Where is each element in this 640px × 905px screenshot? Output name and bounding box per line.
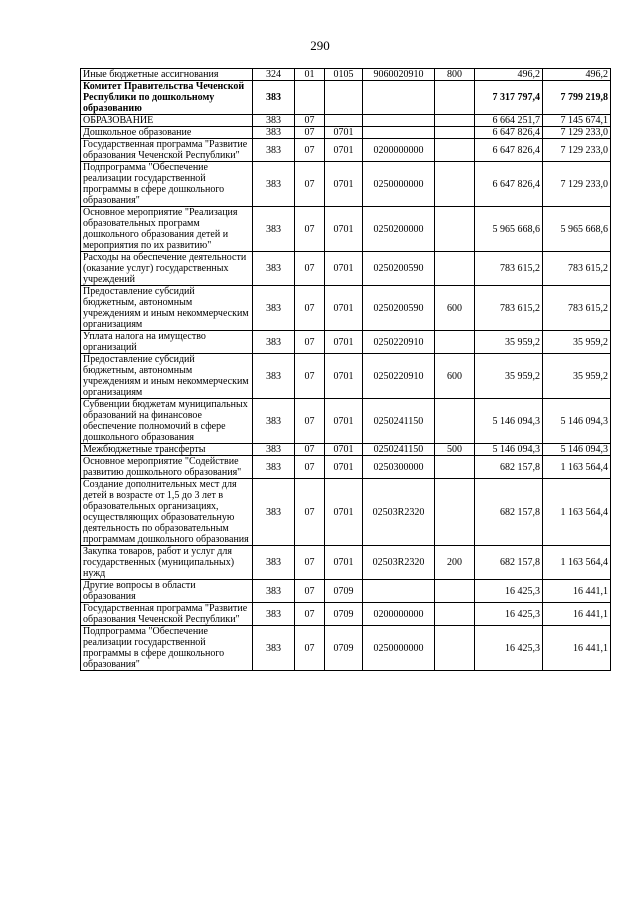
- cell-amount-1: 682 157,8: [475, 456, 543, 479]
- cell-name: Государственная программа "Развитие образования Чеченской Республики": [81, 139, 253, 162]
- cell-csr: 0200000000: [363, 139, 435, 162]
- cell-csr: 0250241150: [363, 399, 435, 444]
- cell-amount-2: 783 615,2: [543, 286, 611, 331]
- cell-name: Расходы на обеспечение деятельности (оказание услуг) государственных учреждений: [81, 252, 253, 286]
- cell-amount-1: 6 647 826,4: [475, 139, 543, 162]
- cell-pr: 0701: [325, 479, 363, 546]
- table-row: [81, 479, 611, 546]
- cell-pr: 0701: [325, 207, 363, 252]
- cell-vr: 600: [435, 286, 475, 331]
- cell-csr: [363, 580, 435, 603]
- cell-vr: 800: [435, 69, 475, 81]
- cell-csr: 9060020910: [363, 69, 435, 81]
- cell-amount-1: 5 146 094,3: [475, 444, 543, 456]
- cell-amount-2: 7 129 233,0: [543, 139, 611, 162]
- cell-amount-1: 5 965 668,6: [475, 207, 543, 252]
- cell-name: Предоставление субсидий бюджетным, автономным учреждениям и иным некоммерческим организациям: [81, 286, 253, 331]
- cell-rz: 07: [295, 331, 325, 354]
- cell-rz: 07: [295, 444, 325, 456]
- cell-ved: 383: [253, 354, 295, 399]
- cell-ved: 383: [253, 139, 295, 162]
- cell-amount-1: 6 664 251,7: [475, 115, 543, 127]
- cell-amount-2: 35 959,2: [543, 331, 611, 354]
- cell-ved: 383: [253, 162, 295, 207]
- cell-vr: 200: [435, 546, 475, 580]
- cell-name: Иные бюджетные ассигнования: [81, 69, 253, 81]
- cell-csr: [363, 81, 435, 115]
- cell-amount-2: 7 799 219,8: [543, 81, 611, 115]
- cell-amount-1: 7 317 797,4: [475, 81, 543, 115]
- cell-csr: 0200000000: [363, 603, 435, 626]
- cell-amount-2: 5 146 094,3: [543, 399, 611, 444]
- cell-rz: 07: [295, 162, 325, 207]
- cell-pr: 0701: [325, 444, 363, 456]
- cell-vr: [435, 81, 475, 115]
- cell-csr: 0250220910: [363, 331, 435, 354]
- cell-rz: [295, 81, 325, 115]
- table-row: [81, 162, 611, 207]
- cell-vr: [435, 207, 475, 252]
- cell-vr: [435, 139, 475, 162]
- cell-vr: [435, 252, 475, 286]
- cell-pr: 0105: [325, 69, 363, 81]
- cell-ved: 383: [253, 546, 295, 580]
- cell-amount-1: 783 615,2: [475, 252, 543, 286]
- cell-pr: 0701: [325, 354, 363, 399]
- cell-name: Дошкольное образование: [81, 127, 253, 139]
- cell-ved: 383: [253, 207, 295, 252]
- cell-vr: [435, 399, 475, 444]
- table-row: [81, 580, 611, 603]
- cell-rz: 07: [295, 399, 325, 444]
- cell-csr: 0250200000: [363, 207, 435, 252]
- cell-amount-1: 6 647 826,4: [475, 127, 543, 139]
- cell-name: Предоставление субсидий бюджетным, автономным учреждениям и иным некоммерческим организациям: [81, 354, 253, 399]
- cell-csr: 02503R2320: [363, 479, 435, 546]
- cell-rz: 01: [295, 69, 325, 81]
- cell-rz: 07: [295, 580, 325, 603]
- cell-amount-2: 5 146 094,3: [543, 444, 611, 456]
- cell-name: Уплата налога на имущество организаций: [81, 331, 253, 354]
- cell-ved: 383: [253, 444, 295, 456]
- cell-vr: [435, 331, 475, 354]
- table-row: [81, 252, 611, 286]
- cell-ved: 383: [253, 331, 295, 354]
- cell-name: Подпрограмма "Обеспечение реализации государственной программы в сфере дошкольного образования": [81, 162, 253, 207]
- cell-csr: 0250200590: [363, 286, 435, 331]
- cell-rz: 07: [295, 354, 325, 399]
- cell-pr: 0709: [325, 603, 363, 626]
- cell-pr: 0701: [325, 127, 363, 139]
- cell-ved: 383: [253, 580, 295, 603]
- cell-pr: 0701: [325, 286, 363, 331]
- cell-pr: [325, 81, 363, 115]
- cell-pr: 0709: [325, 580, 363, 603]
- table-row: [81, 115, 611, 127]
- cell-ved: 383: [253, 479, 295, 546]
- cell-pr: [325, 115, 363, 127]
- cell-amount-1: 783 615,2: [475, 286, 543, 331]
- cell-vr: 600: [435, 354, 475, 399]
- cell-vr: 500: [435, 444, 475, 456]
- cell-amount-1: 35 959,2: [475, 331, 543, 354]
- cell-rz: 07: [295, 626, 325, 671]
- cell-amount-2: 16 441,1: [543, 603, 611, 626]
- cell-pr: 0701: [325, 139, 363, 162]
- cell-name: Основное мероприятие "Реализация образовательных программ дошкольного образования детей и мероприятия по их развитию": [81, 207, 253, 252]
- cell-name: Субвенции бюджетам муниципальных образований на финансовое обеспечение полномочий в сфере дошкольного образования: [81, 399, 253, 444]
- cell-ved: 383: [253, 626, 295, 671]
- table-row: [81, 626, 611, 671]
- cell-rz: 07: [295, 286, 325, 331]
- cell-name: Подпрограмма "Обеспечение реализации государственной программы в сфере дошкольного образования": [81, 626, 253, 671]
- table-row: [81, 546, 611, 580]
- table-row: [81, 603, 611, 626]
- cell-pr: 0709: [325, 626, 363, 671]
- cell-amount-2: 16 441,1: [543, 626, 611, 671]
- cell-rz: 07: [295, 139, 325, 162]
- table-row: [81, 456, 611, 479]
- cell-name: Создание дополнительных мест для детей в возрасте от 1,5 до 3 лет в образовательных организациях, осуществляющих образовательную деятельность по образовательным программам дошкольного образования: [81, 479, 253, 546]
- cell-amount-1: 16 425,3: [475, 580, 543, 603]
- cell-name: Закупка товаров, работ и услуг для государственных (муниципальных) нужд: [81, 546, 253, 580]
- cell-ved: 383: [253, 252, 295, 286]
- cell-amount-2: 1 163 564,4: [543, 546, 611, 580]
- cell-rz: 07: [295, 479, 325, 546]
- cell-csr: 0250300000: [363, 456, 435, 479]
- table-row: [81, 139, 611, 162]
- cell-ved: 383: [253, 286, 295, 331]
- table-row: [81, 286, 611, 331]
- cell-rz: 07: [295, 115, 325, 127]
- cell-amount-1: 16 425,3: [475, 626, 543, 671]
- cell-amount-1: 16 425,3: [475, 603, 543, 626]
- cell-rz: 07: [295, 252, 325, 286]
- cell-vr: [435, 603, 475, 626]
- cell-ved: 383: [253, 127, 295, 139]
- cell-pr: 0701: [325, 399, 363, 444]
- cell-amount-2: 7 129 233,0: [543, 162, 611, 207]
- cell-amount-1: 682 157,8: [475, 546, 543, 580]
- cell-vr: [435, 580, 475, 603]
- cell-csr: 0250000000: [363, 162, 435, 207]
- cell-name: Комитет Правительства Чеченской Республики по дошкольному образованию: [81, 81, 253, 115]
- table-row: [81, 444, 611, 456]
- cell-ved: 383: [253, 603, 295, 626]
- cell-rz: 07: [295, 127, 325, 139]
- cell-vr: [435, 127, 475, 139]
- cell-amount-2: 7 145 674,1: [543, 115, 611, 127]
- cell-amount-2: 1 163 564,4: [543, 456, 611, 479]
- cell-ved: 383: [253, 81, 295, 115]
- cell-csr: 0250200590: [363, 252, 435, 286]
- table-row: [81, 207, 611, 252]
- table-row: [81, 81, 611, 115]
- table-row: [81, 354, 611, 399]
- cell-rz: 07: [295, 207, 325, 252]
- cell-vr: [435, 456, 475, 479]
- cell-vr: [435, 479, 475, 546]
- cell-ved: 383: [253, 456, 295, 479]
- cell-name: Другие вопросы в области образования: [81, 580, 253, 603]
- cell-amount-2: 5 965 668,6: [543, 207, 611, 252]
- cell-vr: [435, 626, 475, 671]
- cell-amount-2: 1 163 564,4: [543, 479, 611, 546]
- cell-pr: 0701: [325, 331, 363, 354]
- cell-csr: 0250220910: [363, 354, 435, 399]
- table-row: [81, 399, 611, 444]
- cell-csr: [363, 115, 435, 127]
- cell-csr: 02503R2320: [363, 546, 435, 580]
- cell-amount-1: 5 146 094,3: [475, 399, 543, 444]
- cell-csr: 0250000000: [363, 626, 435, 671]
- cell-rz: 07: [295, 546, 325, 580]
- cell-amount-1: 6 647 826,4: [475, 162, 543, 207]
- cell-amount-2: 35 959,2: [543, 354, 611, 399]
- cell-ved: 324: [253, 69, 295, 81]
- cell-csr: [363, 127, 435, 139]
- cell-pr: 0701: [325, 546, 363, 580]
- cell-name: Межбюджетные трансферты: [81, 444, 253, 456]
- cell-name: Государственная программа "Развитие образования Чеченской Республики": [81, 603, 253, 626]
- cell-amount-1: 496,2: [475, 69, 543, 81]
- table-row: [81, 331, 611, 354]
- cell-amount-2: 783 615,2: [543, 252, 611, 286]
- budget-table-body: [81, 69, 611, 671]
- cell-amount-2: 7 129 233,0: [543, 127, 611, 139]
- cell-vr: [435, 115, 475, 127]
- cell-pr: 0701: [325, 456, 363, 479]
- cell-amount-2: 496,2: [543, 69, 611, 81]
- cell-csr: 0250241150: [363, 444, 435, 456]
- cell-pr: 0701: [325, 162, 363, 207]
- budget-table: [80, 68, 611, 671]
- cell-ved: 383: [253, 399, 295, 444]
- table-row: [81, 69, 611, 81]
- cell-amount-1: 35 959,2: [475, 354, 543, 399]
- cell-name: Основное мероприятие "Содействие развитию дошкольного образования": [81, 456, 253, 479]
- cell-amount-2: 16 441,1: [543, 580, 611, 603]
- cell-name: ОБРАЗОВАНИЕ: [81, 115, 253, 127]
- cell-vr: [435, 162, 475, 207]
- cell-rz: 07: [295, 456, 325, 479]
- table-row: [81, 127, 611, 139]
- cell-pr: 0701: [325, 252, 363, 286]
- cell-ved: 383: [253, 115, 295, 127]
- cell-amount-1: 682 157,8: [475, 479, 543, 546]
- cell-rz: 07: [295, 603, 325, 626]
- page-number: 290: [310, 38, 330, 53]
